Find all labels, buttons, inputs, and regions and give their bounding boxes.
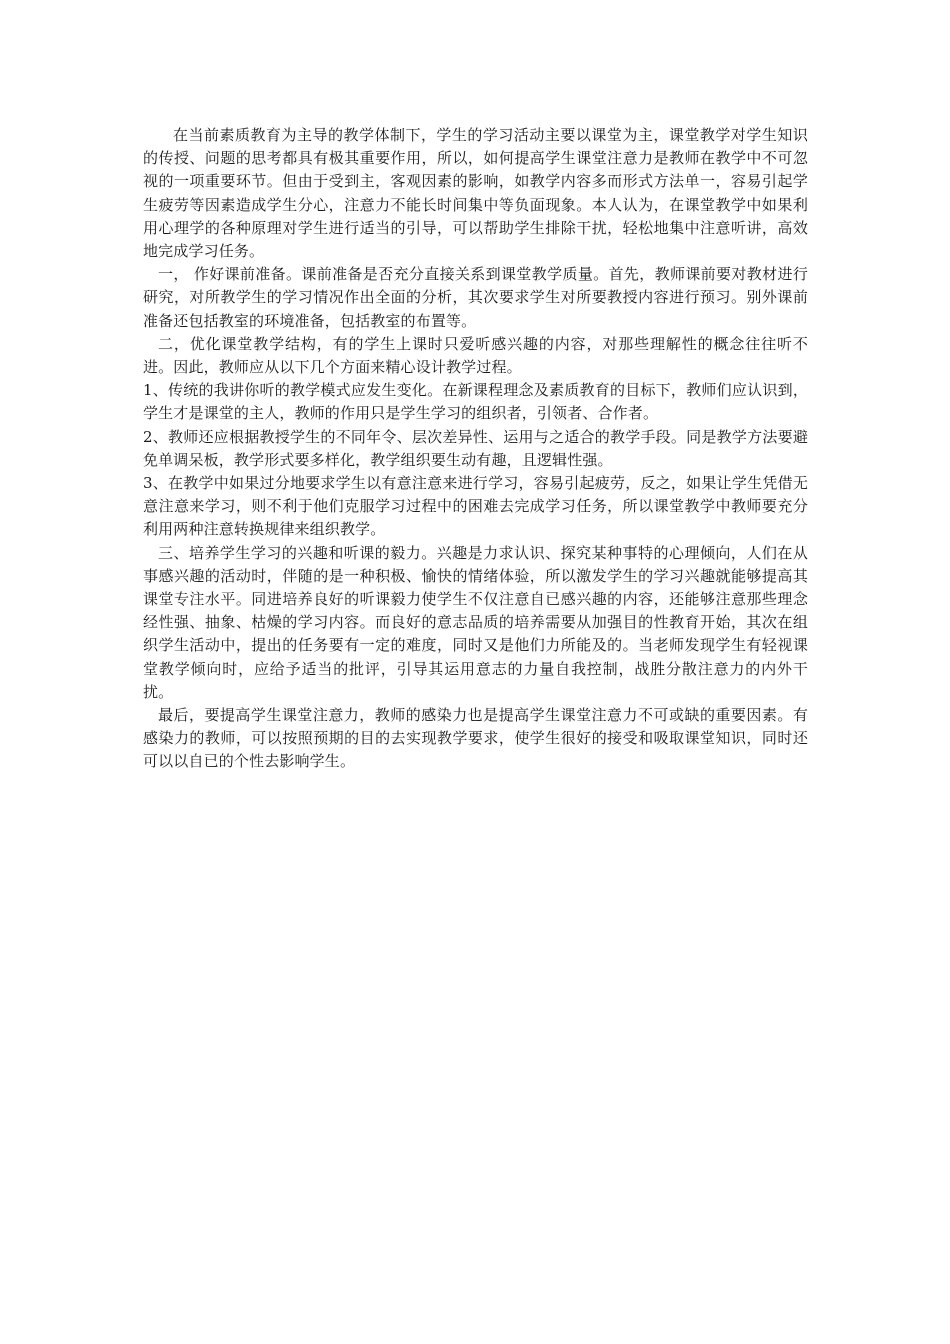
document-body xyxy=(143,124,808,774)
conclusion-paragraph: 最后，要提高学生课堂注意力，教师的感染力也是提高学生课堂注意力不可或缺的重要因素。有感染力的教师，可以按照预期的目的去实现教学要求，使学生很好的接受和吸取课堂知识，同时还可以以自已的个性去影响学生。 xyxy=(143,706,808,771)
list-item-1: 1、传统的我讲你听的教学模式应发生变化。在新课程理念及素质教育的目标下，教师们应认识到，学生才是课堂的主人，教师的作用只是学生学习的组织者，引领者、合作者。 xyxy=(143,381,808,423)
section-one-paragraph: 一， 作好课前准备。课前准备是否充分直接关系到课堂教学质量。首先，教师课前要对教材进行研究，对所教学生的学习情况作出全面的分析，其次要求学生对所要教授内容进行预习。别外课前准备还包括教室的环境准备，包括教室的布置等。 xyxy=(143,265,808,330)
section-two-paragraph: 二，优化课堂教学结构，有的学生上课时只爱听感兴趣的内容，对那些理解性的概念往往听不进。因此，教师应从以下几个方面来精心设计教学过程。 xyxy=(143,334,808,377)
list-item-3: 3、在教学中如果过分地要求学生以有意注意来进行学习，容易引起疲劳，反之，如果让学生凭借无意注意来学习，则不利于他们克服学习过程中的困难去完成学习任务，所以课堂教学中教师要充分利用两种注意转换规律来组织教学。 xyxy=(143,474,808,539)
section-three-paragraph: 三、培养学生学习的兴趣和听课的毅力。兴趣是力求认识、探究某种事特的心理倾向，人们在从事感兴趣的活动时，伴随的是一种积极、愉快的情绪体验，所以激发学生的学习兴趣就能够提高其课堂专注水平。同进培养良好的听课毅力使学生不仅注意自已感兴趣的内容，还能够注意那些理念经性强、抽象、枯燥的学习内容。而良好的意志品质的培养需要从加强目的性教育开始，其次在组织学生活动中，提出的任务要有一定的难度，同时又是他们力所能及的。当老师发现学生有轻视课堂教学倾向时，应给予适当的批评，引导其运用意志的力量自我控制，战胜分散注意力的内外干扰。 xyxy=(143,543,808,701)
list-item-2: 2、教师还应根据教授学生的不同年令、层次差异性、运用与之适合的教学手段。同是教学方法要避免单调呆板，教学形式要多样化，教学组织要生动有趣，且逻辑性强。 xyxy=(143,427,808,469)
intro-paragraph: 在当前素质教育为主导的教学体制下，学生的学习活动主要以课堂为主，课堂教学对学生知识的传授、问题的思考都具有极其重要作用，所以，如何提高学生课堂注意力是教师在教学中不可忽视的一项重要环节。但由于受到主，客观因素的影响，如教学内容多而形式方法单一，容易引起学生疲劳等因素造成学生分心，注意力不能长时间集中等负面现象。本人认为，在课堂教学中如果利用心理学的各种原理对学生进行适当的引导，可以帮助学生排除干扰，轻松地集中注意听讲，高效地完成学习任务。 xyxy=(143,126,808,261)
